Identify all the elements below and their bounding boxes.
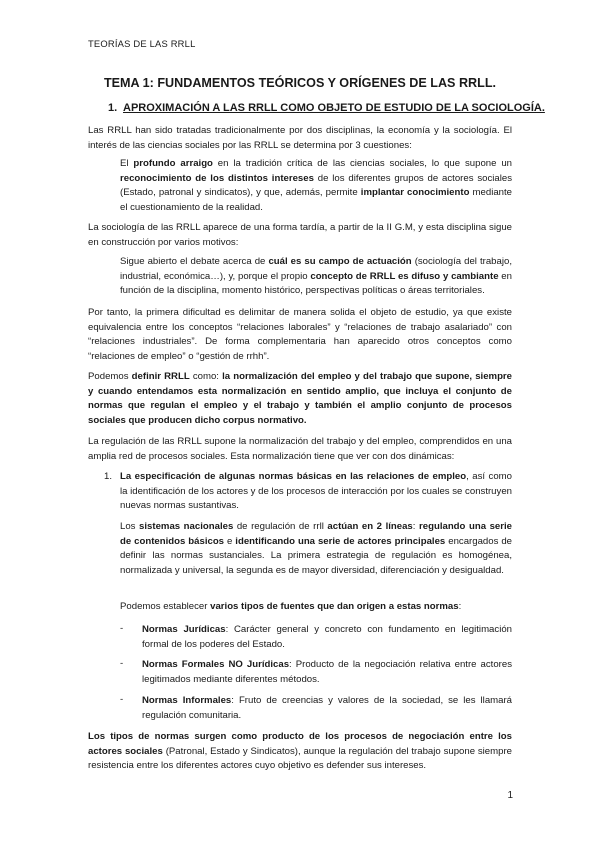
chapter-title: TEMA 1: FUNDAMENTOS TEÓRICOS Y ORÍGENES DE LAS RRLL. [103,76,497,90]
dash-bullet: - [120,623,124,634]
paragraph-regulation: La regulación de las RRLL supone la normalización del trabajo y del empleo, comprendidos en una amplia red de procesos sociales. Esta normalización tiene que ver con dos dinámicas: [88,436,512,462]
paragraph-conclusion: Los tipos de normas surgen como producto de los procesos de negociación entre los actores sociales (Patronal, Estado y Sindicatos), aunque la regulación del trabajo supone siempre resistencia entre los diferentes actores cuyo objetivo es defender sus intereses. [88,731,513,771]
paragraph-sociology: La sociología de las RRLL aparece de una forma tardía, a partir de la II G.M, y esta disciplina sigue en construcción por varios motivos: [88,222,512,248]
quote-paragraph-1: El profundo arraigo en la tradición crítica de las ciencias sociales, lo que supone un reconocimiento de los distintos intereses de los diferentes grupos de actores sociales (Estado, patronal y sindicatos), y que, además, permite implantar conocimiento mediante el cuestionamiento de la realidad. [120,158,513,213]
page-number: 1 [507,790,513,801]
section-title: APROXIMACIÓN A LAS RRLL COMO OBJETO DE ESTUDIO DE LA SOCIOLOGÍA. [123,102,545,114]
quote-paragraph-2: Sigue abierto el debate acerca de cuál es su campo de actuación (sociología del trabajo, industrial, económica…), y, porque el propio concepto de RRLL es difuso y cambiante en función de la disciplina, momento histórico, perspectivas políticas o áreas territoriales. [120,256,512,296]
paragraph-intro: Las RRLL han sido tratadas tradicionalmente por dos disciplinas, la economía y la sociología. El interés de las ciencias sociales por las RRLL se determina por 3 cuestiones: [88,125,512,151]
paragraph-national-systems: Los sistemas nacionales de regulación de rrll actúan en 2 líneas: regulando una serie de contenidos básicos e identificando una serie de actores principales encargados de definir las normas sustanciales. La primera estrategia de regulación es homogénea, normalizada y universal, la segunda es de mayor diversidad, diferenciación y desigualdad. [120,521,513,576]
bullet-item-formales: Normas Formales NO Jurídicas: Producto de la negociación relativa entre actores legitimados mediante diferentes métodos. [142,659,512,685]
section-number: 1. [108,102,118,114]
paragraph-difficulty: Por tanto, la primera dificultad es delimitar de manera solida el objeto de estudio, ya que existe equivalencia entre los conceptos “relaciones laborales” y “relaciones de trabajo asalariado” con “relaciones industriales”. De forma complementaria han aparecido otros conceptos como “relaciones de empleo” o “gestión de rrhh”. [88,307,512,362]
dash-bullet: - [120,694,124,705]
paragraph-sources: Podemos establecer varios tipos de fuentes que dan origen a estas normas: [120,601,462,612]
list-item-1: La especificación de algunas normas básicas en las relaciones de empleo, así como la identificación de los actores y de los procesos de interacción por los cuales se construyen nuevas normas sustantivas. [120,471,512,511]
bullet-item-informales: Normas Informales: Fruto de creencias y valores de la sociedad, se les llamará regulación comunitaria. [142,695,513,721]
dash-bullet: - [120,658,124,669]
list-number: 1. [104,471,113,482]
bullet-item-juridicas: Normas Jurídicas: Carácter general y concreto con fundamento en legitimación formal de los poderes del Estado. [142,624,512,650]
paragraph-definition: Podemos definir RRLL como: la normalización del empleo y del trabajo que supone, siempre y cuando entendamos esta normalización en sentido amplio, que incluya el conjunto de normas que regulan el empleo y el trabajo y también el amplio conjunto de procesos sociales que producen dicho corpus normativo. [88,371,513,426]
running-header: TEORÍAS DE LAS RRLL [88,38,196,49]
